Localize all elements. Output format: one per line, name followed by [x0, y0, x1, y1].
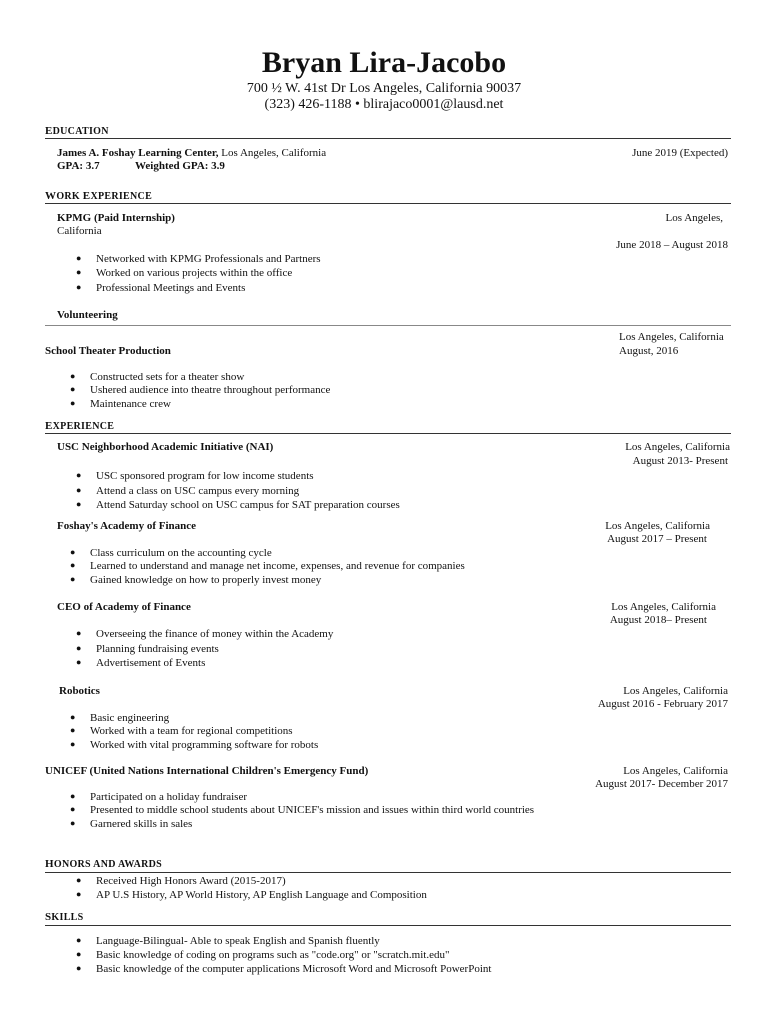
section-heading-experience: EXPERIENCE	[45, 420, 115, 432]
experience-location: Los Angeles, California	[611, 601, 716, 613]
experience-title: CEO of Academy of Finance	[57, 601, 191, 613]
experience-date: August 2017- December 2017	[595, 778, 728, 790]
experience-date: August 2017 – Present	[607, 533, 707, 545]
education-school: James A. Foshay Learning Center, Los Angeles, California	[57, 147, 327, 159]
experience-title: USC Neighborhood Academic Initiative (NAI)	[57, 441, 274, 453]
resume-name: Bryan Lira-Jacobo	[261, 46, 507, 79]
experience-location: Los Angeles, California	[605, 520, 710, 532]
section-divider	[45, 325, 731, 326]
education-date: June 2019 (Expected)	[632, 147, 728, 159]
experience-location: Los Angeles, California	[623, 685, 728, 697]
experience-date: August 2018– Present	[609, 614, 707, 626]
experience-date: August 2016 - February 2017	[597, 698, 728, 710]
education-gpa: GPA: 3.7	[57, 160, 100, 172]
work-location: Los Angeles,	[665, 212, 723, 224]
section-heading-work-experience: WORK EXPERIENCE	[45, 190, 153, 202]
volunteering-date: August, 2016	[619, 345, 679, 357]
experience-title: Robotics	[59, 685, 100, 697]
volunteering-location: Los Angeles, California	[619, 331, 724, 343]
section-divider	[45, 203, 731, 204]
section-heading-honors: HONORS AND AWARDS	[45, 858, 163, 870]
resume-contact: (323) 426-1188 • blirajaco0001@lausd.net	[264, 97, 504, 112]
section-divider	[45, 872, 731, 873]
experience-location: Los Angeles, California	[623, 765, 728, 777]
education-weighted-gpa: Weighted GPA: 3.9	[135, 160, 225, 172]
volunteering-title: School Theater Production	[45, 345, 171, 357]
work-date: June 2018 – August 2018	[616, 239, 728, 251]
experience-title: UNICEF (United Nations International Children's Emergency Fund)	[45, 765, 369, 777]
section-divider	[45, 925, 731, 926]
work-location-cont: California	[57, 225, 102, 237]
experience-location: Los Angeles, California	[625, 441, 730, 453]
section-heading-volunteering: Volunteering	[57, 309, 118, 321]
experience-date: August 2013- Present	[632, 455, 728, 467]
experience-title: Foshay's Academy of Finance	[57, 520, 197, 532]
resume-address: 700 ½ W. 41st Dr Los Angeles, California 90037	[246, 81, 522, 96]
section-heading-education: EDUCATION	[45, 125, 109, 137]
section-divider	[45, 138, 731, 139]
section-heading-skills: SKILLS	[45, 911, 84, 923]
section-divider	[45, 433, 731, 434]
work-title: KPMG (Paid Internship)	[57, 212, 175, 224]
